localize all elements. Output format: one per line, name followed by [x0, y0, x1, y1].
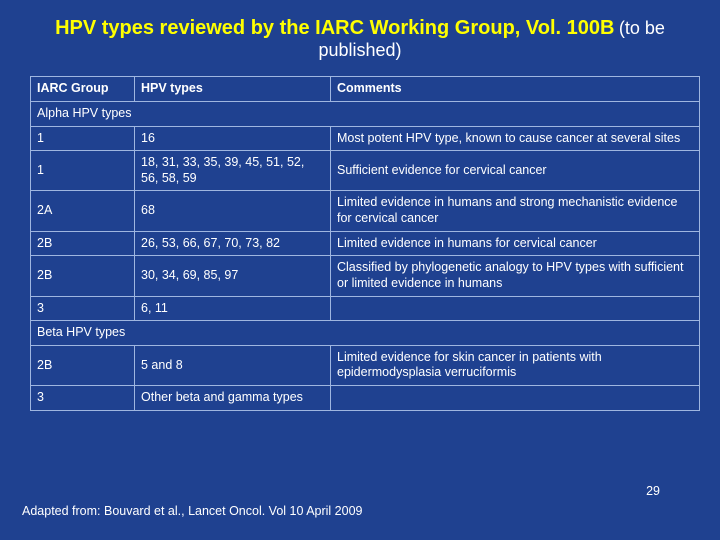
page-title [0, 16, 720, 62]
cell-types: 68 [135, 191, 331, 231]
table-row [31, 191, 700, 231]
cell-comments: Most potent HPV type, known to cause cancer at several sites [331, 126, 700, 151]
source-citation: Adapted from: Bouvard et al., Lancet Oncol. Vol 10 April 2009 [22, 504, 363, 518]
cell-group: 2B [31, 256, 135, 296]
cell-group: 2B [31, 345, 135, 385]
table-row [31, 126, 700, 151]
table-row [31, 296, 700, 321]
title-sub-text: (to be published) [318, 18, 665, 61]
cell-types: 6, 11 [135, 296, 331, 321]
table-row [31, 256, 700, 296]
table-row [31, 151, 700, 191]
column-header-iarc-group: IARC Group [31, 77, 135, 102]
cell-comments [331, 296, 700, 321]
page-number: 29 [646, 484, 660, 498]
cell-group: 1 [31, 151, 135, 191]
hpv-types-table-container [30, 76, 698, 410]
cell-types: 16 [135, 126, 331, 151]
cell-types: 26, 53, 66, 67, 70, 73, 82 [135, 231, 331, 256]
cell-group: 1 [31, 126, 135, 151]
cell-comments: Classified by phylogenetic analogy to HPV types with sufficient or limited evidence in humans [331, 256, 700, 296]
table-row [31, 345, 700, 385]
cell-comments: Limited evidence in humans for cervical cancer [331, 231, 700, 256]
table-header-row [31, 77, 700, 102]
section-label-beta: Beta HPV types [31, 321, 700, 346]
hpv-types-table [30, 76, 700, 410]
section-label-alpha: Alpha HPV types [31, 101, 700, 126]
column-header-hpv-types: HPV types [135, 77, 331, 102]
cell-types: 5 and 8 [135, 345, 331, 385]
table-section-row [31, 101, 700, 126]
cell-group: 2B [31, 231, 135, 256]
cell-comments: Limited evidence for skin cancer in patients with epidermodysplasia verruciformis [331, 345, 700, 385]
title-main-text: HPV types reviewed by the IARC Working Group, Vol. 100B [55, 17, 615, 39]
cell-types: 30, 34, 69, 85, 97 [135, 256, 331, 296]
cell-comments: Limited evidence in humans and strong mechanistic evidence for cervical cancer [331, 191, 700, 231]
cell-comments [331, 386, 700, 411]
cell-group: 3 [31, 386, 135, 411]
cell-types: 18, 31, 33, 35, 39, 45, 51, 52, 56, 58, 59 [135, 151, 331, 191]
table-row [31, 231, 700, 256]
cell-types: Other beta and gamma types [135, 386, 331, 411]
cell-group: 2A [31, 191, 135, 231]
cell-group: 3 [31, 296, 135, 321]
cell-comments: Sufficient evidence for cervical cancer [331, 151, 700, 191]
column-header-comments: Comments [331, 77, 700, 102]
table-row [31, 386, 700, 411]
table-section-row [31, 321, 700, 346]
